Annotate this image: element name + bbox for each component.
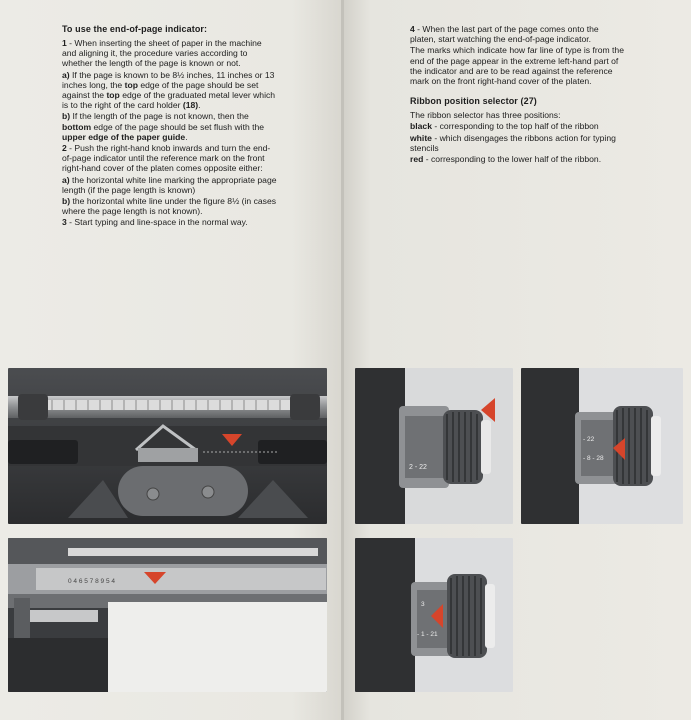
knob2-scale-b: - 8 - 28 bbox=[583, 455, 604, 462]
photo-platen bbox=[8, 368, 327, 524]
ribbon-red bbox=[410, 154, 626, 164]
item-a bbox=[62, 70, 278, 111]
item-b-bold-2: upper edge of the paper guide bbox=[62, 131, 186, 142]
step-2-b-text: the horizontal white line under the figure 8½ (in cases where the page length is not known). bbox=[62, 196, 277, 217]
guide-scale-text: 0 4 6 5 7 8 9 5 4 bbox=[68, 578, 115, 585]
ribbon-red-label: red bbox=[410, 154, 424, 165]
step-3-num: 3 bbox=[62, 217, 67, 228]
item-b-text-1: If the length of the page is not known, then the bbox=[70, 111, 249, 122]
step-2-a-label: a) bbox=[62, 174, 70, 185]
ribbon-white-text: - which disengages the ribbons action for typing stencils bbox=[410, 132, 616, 153]
step-3 bbox=[62, 217, 278, 227]
item-b-text-2: edge of the page should be set flush with the bbox=[91, 121, 265, 132]
marks-paragraph: The marks which indicate how far line of type is from the end of the page appear in the extreme left-hand part of the indicator and are to be read against the reference mark on the front right-hand cover of the platen. bbox=[410, 45, 624, 87]
step-2-b bbox=[62, 196, 278, 216]
knob2-scale-a: - 22 bbox=[583, 436, 595, 443]
step-2-a bbox=[62, 175, 278, 195]
ribbon-black-text: - corresponding to the top half of the ribbon bbox=[431, 121, 599, 132]
step-3-text: - Start typing and line-space in the normal way. bbox=[66, 217, 248, 228]
photo-knob-black bbox=[355, 368, 513, 524]
item-b-text-3: . bbox=[185, 131, 188, 142]
paper-guide-illustration bbox=[8, 538, 327, 692]
end-of-page-heading: To use the end-of-page indicator: bbox=[62, 24, 208, 34]
step-2-text: - Push the right-hand knob inwards and turn the end-of-page indicator until the reference mark on the front right-hand cover of the platen comes opposite either: bbox=[62, 143, 271, 174]
step-2-b-label: b) bbox=[62, 196, 71, 207]
item-a-text-2: edge of the page should be set against the bbox=[62, 79, 259, 101]
step-4-text: - When the last part of the page comes onto the platen, start watching the end-of-page indicator. bbox=[410, 24, 599, 45]
knob3-scale-a: 3 bbox=[421, 601, 425, 608]
page-gutter bbox=[341, 0, 344, 720]
item-b-label: b) bbox=[62, 111, 71, 122]
photo-knob-red bbox=[355, 538, 513, 692]
ribbon-black-label: black bbox=[410, 121, 432, 132]
item-a-bold-2: top bbox=[106, 90, 120, 101]
knob1-scale-text: 2 - 22 bbox=[409, 464, 427, 471]
step-2 bbox=[62, 143, 278, 174]
step-1-text: - When inserting the sheet of paper in the machine and aligning it, the procedure varies according to whether the length of the page is known or not. bbox=[62, 38, 262, 69]
ribbon-white bbox=[410, 133, 626, 153]
item-b-bold-1: bottom bbox=[62, 121, 92, 132]
item-a-text-1: If the page is known to be 8½ inches, 11 inches or 13 inches long, the bbox=[62, 69, 275, 90]
knob-red-illustration bbox=[355, 538, 513, 692]
item-b bbox=[62, 111, 278, 142]
platen-illustration bbox=[8, 368, 327, 524]
item-a-bold-3: (18) bbox=[182, 100, 199, 111]
ribbon-red-text: - corresponding to the lower half of the ribbon. bbox=[423, 154, 602, 165]
item-a-text-3: edge of the graduated metal lever which is to the right of the card holder bbox=[62, 90, 276, 111]
item-a-bold-1: top bbox=[124, 79, 138, 90]
ribbon-heading: Ribbon position selector (27) bbox=[410, 96, 537, 107]
knob-black-illustration bbox=[355, 368, 513, 524]
knob3-scale-b: - 1 - 21 bbox=[417, 631, 438, 638]
step-2-num: 2 bbox=[62, 143, 67, 154]
knob-white-illustration bbox=[521, 368, 683, 524]
step-2-a-text: the horizontal white line marking the appropriate page length (if the page length is known) bbox=[62, 174, 277, 195]
right-text-column bbox=[410, 24, 626, 165]
step-1-num: 1 bbox=[62, 38, 67, 48]
step-4-num: 4 bbox=[410, 24, 415, 34]
left-text-column bbox=[62, 24, 278, 229]
step-4 bbox=[410, 24, 626, 44]
item-a-text-4: . bbox=[198, 100, 201, 111]
step-1 bbox=[62, 38, 278, 69]
spacer bbox=[410, 87, 626, 96]
photo-knob-white bbox=[521, 368, 683, 524]
ribbon-black bbox=[410, 121, 626, 131]
item-a-label: a) bbox=[62, 69, 70, 80]
photo-paper-guide bbox=[8, 538, 327, 692]
ribbon-intro: The ribbon selector has three positions: bbox=[410, 110, 561, 121]
ribbon-white-label: white bbox=[410, 132, 432, 143]
